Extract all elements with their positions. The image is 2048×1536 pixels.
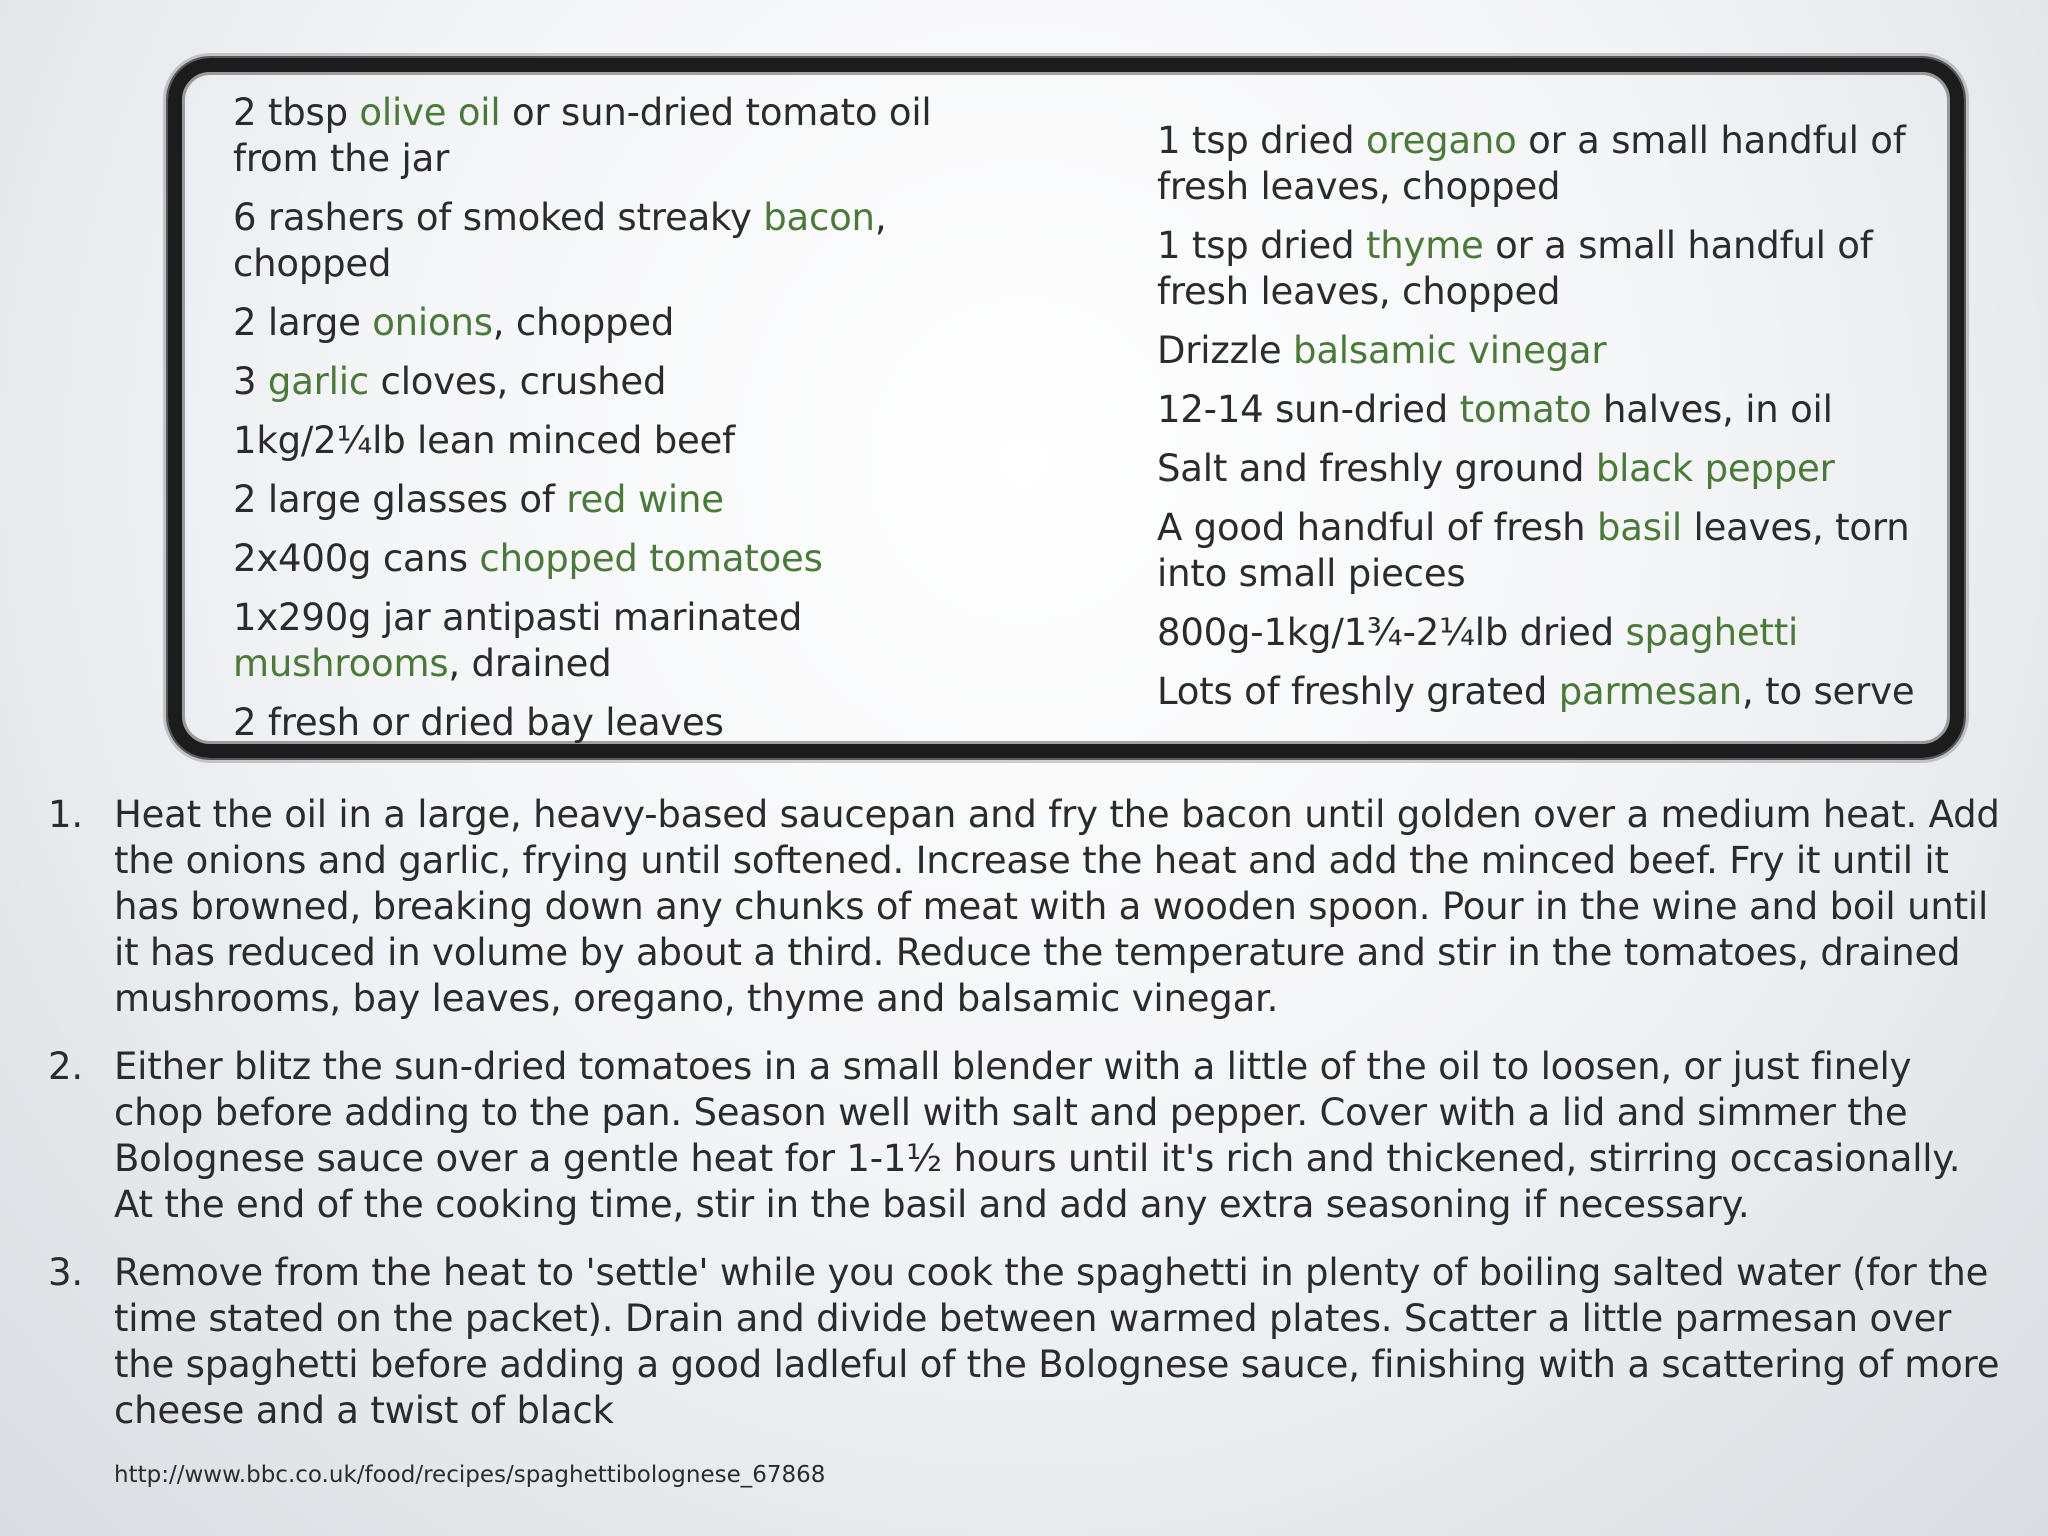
ingredient-highlight: basil [1596, 506, 1682, 549]
ingredient-text: 2 fresh or dried bay leaves [233, 701, 724, 744]
ingredient-item [1157, 669, 1947, 715]
method-step [48, 792, 2008, 1022]
ingredient-text: or sun-dried tomato oil from the jar [233, 91, 932, 180]
step-number: 1. [48, 793, 83, 836]
step-text: Remove from the heat to 'settle' while you cook the spaghetti in plenty of boiling salted water (for the time stated on the packet). Drain and divide between warmed plates. Scatter a little parmesan over the spaghetti before adding a good ladleful of the Bolognese sauce, finishing with a scattering of more cheese and a twist of black [114, 1251, 2000, 1432]
ingredient-text: halves, in oil [1591, 388, 1833, 431]
ingredient-item [233, 195, 993, 287]
ingredient-item [1157, 118, 1947, 210]
ingredient-text: cloves, crushed [368, 360, 667, 403]
ingredient-text: , to serve [1742, 670, 1915, 713]
ingredient-text: Drizzle [1157, 329, 1294, 372]
ingredient-highlight: thyme [1365, 224, 1484, 267]
ingredient-text: leaves, torn into small pieces [1157, 506, 1910, 595]
method-steps [48, 792, 2008, 1456]
ingredient-text: 1kg/2¼lb lean minced beef [233, 419, 735, 462]
step-text: Heat the oil in a large, heavy-based saucepan and fry the bacon until golden over a medium heat. Add the onions and garlic, frying until softened. Increase the heat and add the minced beef. Fry it until it has browned, breaking down any chunks of meat with a wooden spoon. Pour in the wine and boil until it has reduced in volume by about a third. Reduce the temperature and stir in the tomatoes, drained mushrooms, bay leaves, oregano, thyme and balsamic vinegar. [114, 793, 2000, 1020]
ingredient-text: 1 tsp dried [1157, 224, 1366, 267]
ingredient-item [233, 595, 993, 687]
ingredient-text: A good handful of fresh [1157, 506, 1597, 549]
ingredient-item [233, 359, 993, 405]
ingredient-text: 800g-1kg/1¾-2¼lb dried [1157, 611, 1626, 654]
ingredient-item [233, 418, 993, 464]
ingredient-item [233, 300, 993, 346]
ingredient-text: 6 rashers of smoked streaky [233, 196, 764, 239]
ingredient-text: Lots of freshly grated [1157, 670, 1559, 713]
ingredient-item [1157, 387, 1947, 433]
ingredient-text: 1 tsp dried [1157, 119, 1366, 162]
ingredient-item [1157, 610, 1947, 656]
ingredient-text: Salt and freshly ground [1157, 447, 1596, 490]
ingredient-item [1157, 446, 1947, 492]
ingredient-text: 1x290g jar antipasti marinated [233, 596, 803, 639]
ingredient-item [1157, 328, 1947, 374]
ingredient-item [233, 90, 993, 182]
ingredient-highlight: chopped tomatoes [479, 537, 823, 580]
ingredient-highlight: tomato [1459, 388, 1592, 431]
ingredient-item [1157, 223, 1947, 315]
ingredient-highlight: mushrooms [233, 642, 449, 685]
ingredient-highlight: black pepper [1595, 447, 1835, 490]
ingredient-text: 12-14 sun-dried [1157, 388, 1460, 431]
ingredient-highlight: balsamic vinegar [1293, 329, 1607, 372]
ingredient-item [233, 477, 993, 523]
ingredient-text: 2 tbsp [233, 91, 360, 134]
step-number: 2. [48, 1045, 83, 1088]
ingredient-item [1157, 505, 1947, 597]
ingredient-text: , chopped [492, 301, 675, 344]
ingredient-highlight: parmesan [1558, 670, 1743, 713]
ingredient-highlight: olive oil [359, 91, 501, 134]
step-text: Either blitz the sun-dried tomatoes in a small blender with a little of the oil to loosen, or just finely chop before adding to the pan. Season well with salt and pepper. Cover with a lid and simmer the Bolognese sauce over a gentle heat for 1-1½ hours until it's rich and thickened, stirring occasionally. At the end of the cooking time, stir in the basil and add any extra seasoning if necessary. [114, 1045, 1961, 1226]
ingredient-text: 2 large glasses of [233, 478, 567, 521]
ingredient-text: or a small handful of fresh leaves, chopped [1157, 119, 1906, 208]
ingredient-text: , chopped [233, 196, 887, 285]
ingredient-text: or a small handful of fresh leaves, chopped [1157, 224, 1873, 313]
ingredient-item [233, 536, 993, 582]
source-url: http://www.bbc.co.uk/food/recipes/spaghettibolognese_67868 [114, 1462, 826, 1488]
ingredient-text: , drained [448, 642, 612, 685]
ingredient-text: 2x400g cans [233, 537, 480, 580]
ingredients-left-column [233, 90, 993, 759]
ingredients-right-column [1157, 118, 1947, 728]
method-step [48, 1250, 2008, 1434]
ingredient-highlight: garlic [267, 360, 369, 403]
ingredient-highlight: spaghetti [1625, 611, 1799, 654]
ingredient-highlight: red wine [566, 478, 724, 521]
ingredient-text: 2 large [233, 301, 373, 344]
ingredient-item [233, 700, 993, 746]
ingredient-highlight: onions [372, 301, 493, 344]
ingredient-text: 3 [233, 360, 268, 403]
method-step [48, 1044, 2008, 1228]
ingredient-highlight: oregano [1365, 119, 1517, 162]
ingredient-highlight: bacon [763, 196, 875, 239]
step-number: 3. [48, 1251, 83, 1294]
